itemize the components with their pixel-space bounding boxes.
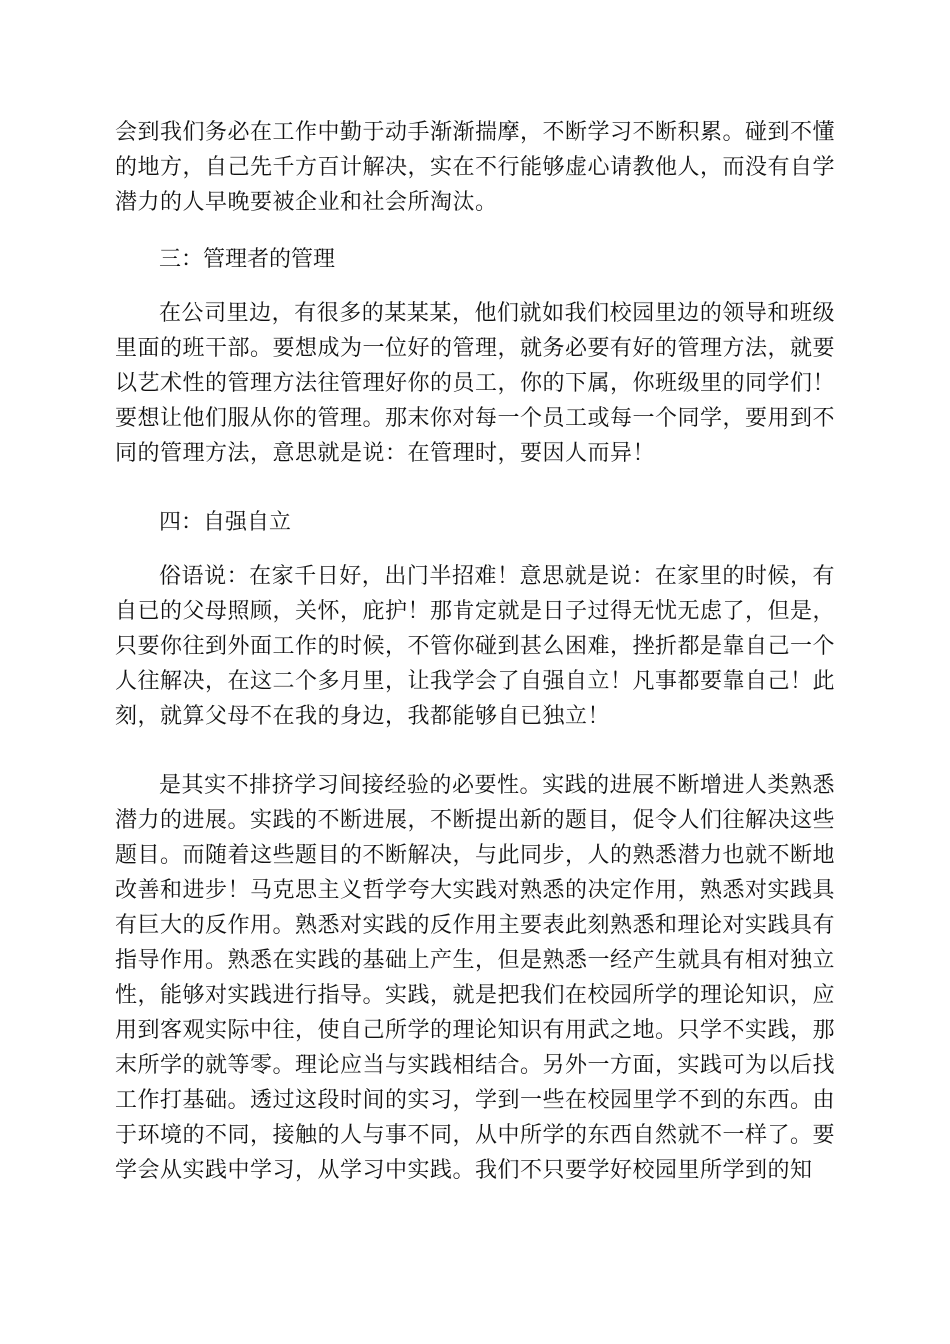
paragraph-management: 在公司里边，有很多的某某某，他们就如我们校园里边的领导和班级里面的班干部。要想成为一位好的管理，就务必要有好的管理方法，就要以艺术性的管理方法往管理好你的员工，你的下属，你班级里的同学们！要想让他们服从你的管理。那末你对每一个员工或每一个同学，要用到不同的管理方法，意思就是说：在管理时，要因人而异！ xyxy=(115,301,836,466)
paragraph-practice: 是其实不排挤学习间接经验的必要性。实践的进展不断增进人类熟悉潜力的进展。实践的不断进展，不断提出新的题目，促令人们往解决这些题目。而随着这些题目的不断解决，与此同步，人的熟悉潜力也就不断地改善和进步！马克思主义哲学夸大实践对熟悉的决定作用，熟悉对实践具有巨大的反作用。熟悉对实践的反作用主要表此刻熟悉和理论对实践具有指导作用。熟悉在实践的基础上产生，但是熟悉一经产生就具有相对独立性，能够对实践进行指导。实践，就是把我们在校园所学的理论知识，应用到客观实际中往，使自己所学的理论知识有用武之地。只学不实践，那末所学的就等零。理论应当与实践相结合。另外一方面，实践可为以后找工作打基础。透过这段时间的实习，学到一些在校园里学不到的东西。由于环境的不同，接触的人与事不同，从中所学的东西自然就不一样了。要学会从实践中学习，从学习中实践。我们不只要学好校园里所学到的知 xyxy=(115,773,836,1183)
section-heading-self-reliance: 四：自强自立 xyxy=(159,510,292,535)
paragraph-continuation: 会到我们务必在工作中勤于动手渐渐揣摩，不断学习不断积累。碰到不懂的地方，自己先千方百计解决，实在不行能够虚心请教他人，而没有自学潜力的人早晚要被企业和社会所淘汰。 xyxy=(115,120,836,215)
section-heading-management: 三：管理者的管理 xyxy=(159,247,336,272)
paragraph-self-reliance: 俗语说：在家千日好，出门半招难！意思就是说：在家里的时候，有自已的父母照顾，关怀，庇护！那肯定就是日子过得无忧无虑了，但是，只要你往到外面工作的时候，不管你碰到甚么困难，挫折都是靠自己一个人往解决，在这二个多月里，让我学会了自强自立！凡事都要靠自己！此刻，就算父母不在我的身边，我都能够自已独立！ xyxy=(115,564,836,729)
